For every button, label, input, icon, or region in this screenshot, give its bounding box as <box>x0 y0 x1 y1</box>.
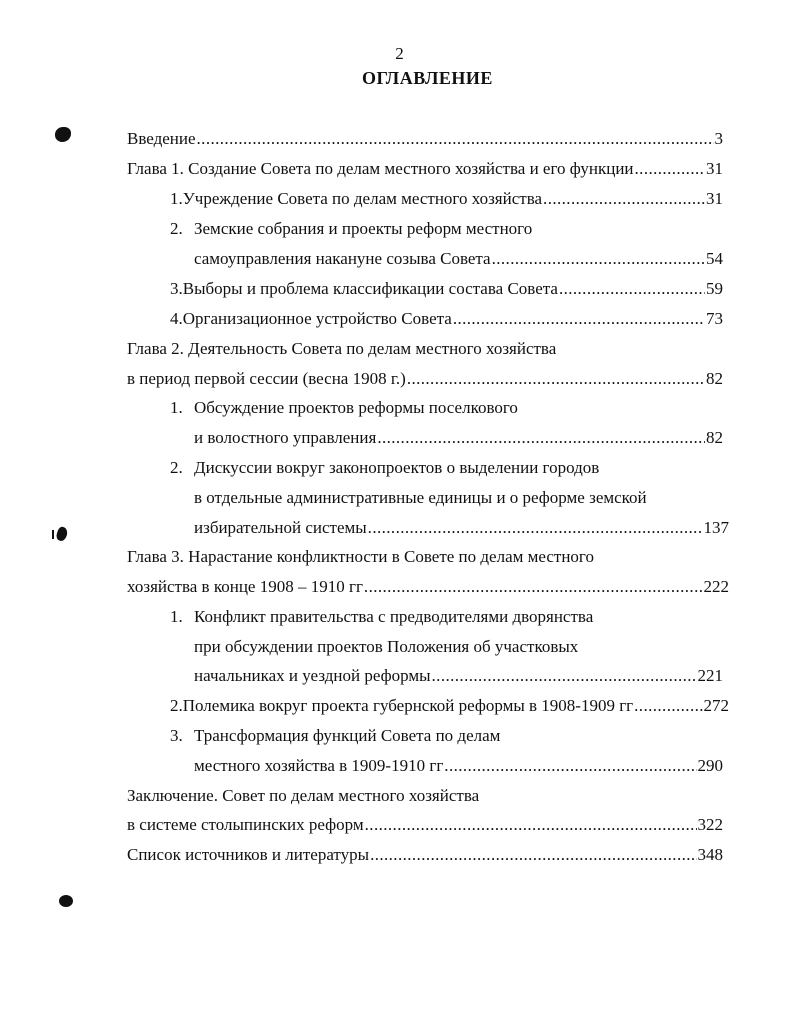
toc-entry-title: при обсуждении проектов Положения об участковых <box>194 637 579 656</box>
toc-entry-title: Глава 3. Нарастание конфликтности в Совете по делам местного <box>127 547 594 566</box>
toc-entry-chapter-2 <box>127 338 723 360</box>
toc-entry-title: хозяйства в конце 1908 – 1910 гг <box>127 577 363 596</box>
toc-entry-conclusion-cont <box>127 814 723 836</box>
toc-entry-title: в отдельные административные единицы и о реформе земской <box>194 488 647 507</box>
toc-entry-title: Конфликт правительства с предводителями дворянства <box>194 607 594 626</box>
toc-entry-section-3-3-cont <box>194 755 723 777</box>
toc-section-number: 1. <box>170 398 183 417</box>
toc-section-number: 3. <box>170 726 183 745</box>
toc-entry-section-2-2 <box>170 457 723 479</box>
dot-leader <box>364 576 703 598</box>
scan-speck <box>55 127 71 142</box>
toc-section-number: 1. <box>170 607 183 626</box>
toc-entry-section-1-2 <box>170 218 723 240</box>
toc-entry-conclusion <box>127 785 723 807</box>
toc-entry-section-1-4 <box>170 308 723 330</box>
toc-entry-section-3-3 <box>170 725 723 747</box>
toc-entry-section-3-1-cont <box>194 636 723 658</box>
toc-page-ref: 31 <box>706 159 723 178</box>
toc-page-ref: 31 <box>706 189 723 208</box>
page-number: 2 <box>395 44 404 63</box>
toc-page-ref: 221 <box>697 666 723 685</box>
toc-entry-section-2-2-cont-2 <box>194 517 729 539</box>
toc-entry-chapter-2-cont <box>127 368 723 390</box>
toc-page-ref: 54 <box>706 249 723 268</box>
dot-leader <box>453 308 705 330</box>
dot-leader <box>492 248 705 270</box>
toc-entry-title: Список источников и литературы <box>127 845 370 864</box>
dot-leader <box>635 158 705 180</box>
toc-entry-title: Организационное устройство Совета <box>182 309 452 328</box>
toc-entry-section-2-1-cont <box>194 427 723 449</box>
dot-leader <box>370 844 696 866</box>
toc-entry-title: Полемика вокруг проекта губернской реформы в 1908-1909 гг <box>182 696 634 715</box>
toc-entry-section-2-1 <box>170 397 723 419</box>
page-title: ОГЛАВЛЕНИЕ <box>362 68 493 88</box>
dot-leader <box>559 278 705 300</box>
toc-entry-section-2-2-cont <box>194 487 723 509</box>
toc-page-ref: 137 <box>703 518 729 537</box>
toc-entry-chapter-3 <box>127 546 729 568</box>
toc-entry-intro <box>127 128 723 150</box>
toc-entry-title: в период первой сессии (весна 1908 г.) <box>127 369 406 388</box>
toc-entry-title: избирательной системы <box>194 518 367 537</box>
toc-section-number: 4. <box>170 309 183 328</box>
toc-entry-section-1-2-cont <box>194 248 723 270</box>
dot-leader <box>444 755 696 777</box>
toc-entry-title: Трансформация функций Совета по делам <box>194 726 501 745</box>
toc-page-ref: 290 <box>697 756 723 775</box>
toc-entry-title: и волостного управления <box>194 428 377 447</box>
toc-page-ref: 82 <box>706 428 723 447</box>
toc-entry-title: начальниках и уездной реформы <box>194 666 431 685</box>
toc-page-ref: 3 <box>714 129 723 148</box>
toc-page-ref: 272 <box>703 696 729 715</box>
dot-leader <box>377 427 705 449</box>
toc-section-number: 2. <box>170 696 183 715</box>
toc-page-ref: 322 <box>697 815 723 834</box>
toc-entry-chapter-1 <box>127 158 723 180</box>
dot-leader <box>432 665 697 687</box>
toc-page-ref: 348 <box>697 845 723 864</box>
toc-entry-title: самоуправления накануне созыва Совета <box>194 249 491 268</box>
toc-entry-section-3-1-cont-2 <box>194 665 723 687</box>
toc-entry-section-1-1 <box>170 188 723 210</box>
dot-leader <box>407 368 705 390</box>
toc-page-ref: 82 <box>706 369 723 388</box>
toc-entry-title: местного хозяйства в 1909-1910 гг <box>194 756 444 775</box>
toc-page-ref: 59 <box>706 279 723 298</box>
dot-leader <box>543 188 705 210</box>
scan-speck <box>55 526 69 543</box>
toc-entry-title: Заключение. Совет по делам местного хозяйства <box>127 786 480 805</box>
dot-leader <box>634 695 702 717</box>
toc-entry-title: Выборы и проблема классификации состава Совета <box>182 279 558 298</box>
toc-section-number: 2. <box>170 458 183 477</box>
toc-entry-section-3-1 <box>170 606 723 628</box>
toc-entry-section-3-2 <box>170 695 729 717</box>
toc-entry-bibliography <box>127 844 723 866</box>
toc-entry-title: в системе столыпинских реформ <box>127 815 364 834</box>
toc-entry-chapter-3-cont <box>127 576 729 598</box>
toc-entry-title: Учреждение Совета по делам местного хозяйства <box>182 189 543 208</box>
toc-section-number: 3. <box>170 279 183 298</box>
toc-section-number: 2. <box>170 219 183 238</box>
scan-speck <box>59 895 73 907</box>
dot-leader <box>368 517 703 539</box>
toc-page-ref: 73 <box>706 309 723 328</box>
dot-leader <box>197 128 714 150</box>
toc-section-number: 1. <box>170 189 183 208</box>
scan-speck <box>52 530 54 539</box>
toc-page-ref: 222 <box>703 577 729 596</box>
dot-leader <box>365 814 697 836</box>
toc-entry-section-1-3 <box>170 278 723 300</box>
toc-entry-title: Глава 1. Создание Совета по делам местного хозяйства и его функции <box>127 159 634 178</box>
toc-entry-title: Введение <box>127 129 196 148</box>
toc-entry-title: Глава 2. Деятельность Совета по делам местного хозяйства <box>127 339 557 358</box>
toc-entry-title: Обсуждение проектов реформы поселкового <box>194 398 518 417</box>
toc-entry-title: Земские собрания и проекты реформ местного <box>194 219 533 238</box>
toc-entry-title: Дискуссии вокруг законопроектов о выделении городов <box>194 458 600 477</box>
